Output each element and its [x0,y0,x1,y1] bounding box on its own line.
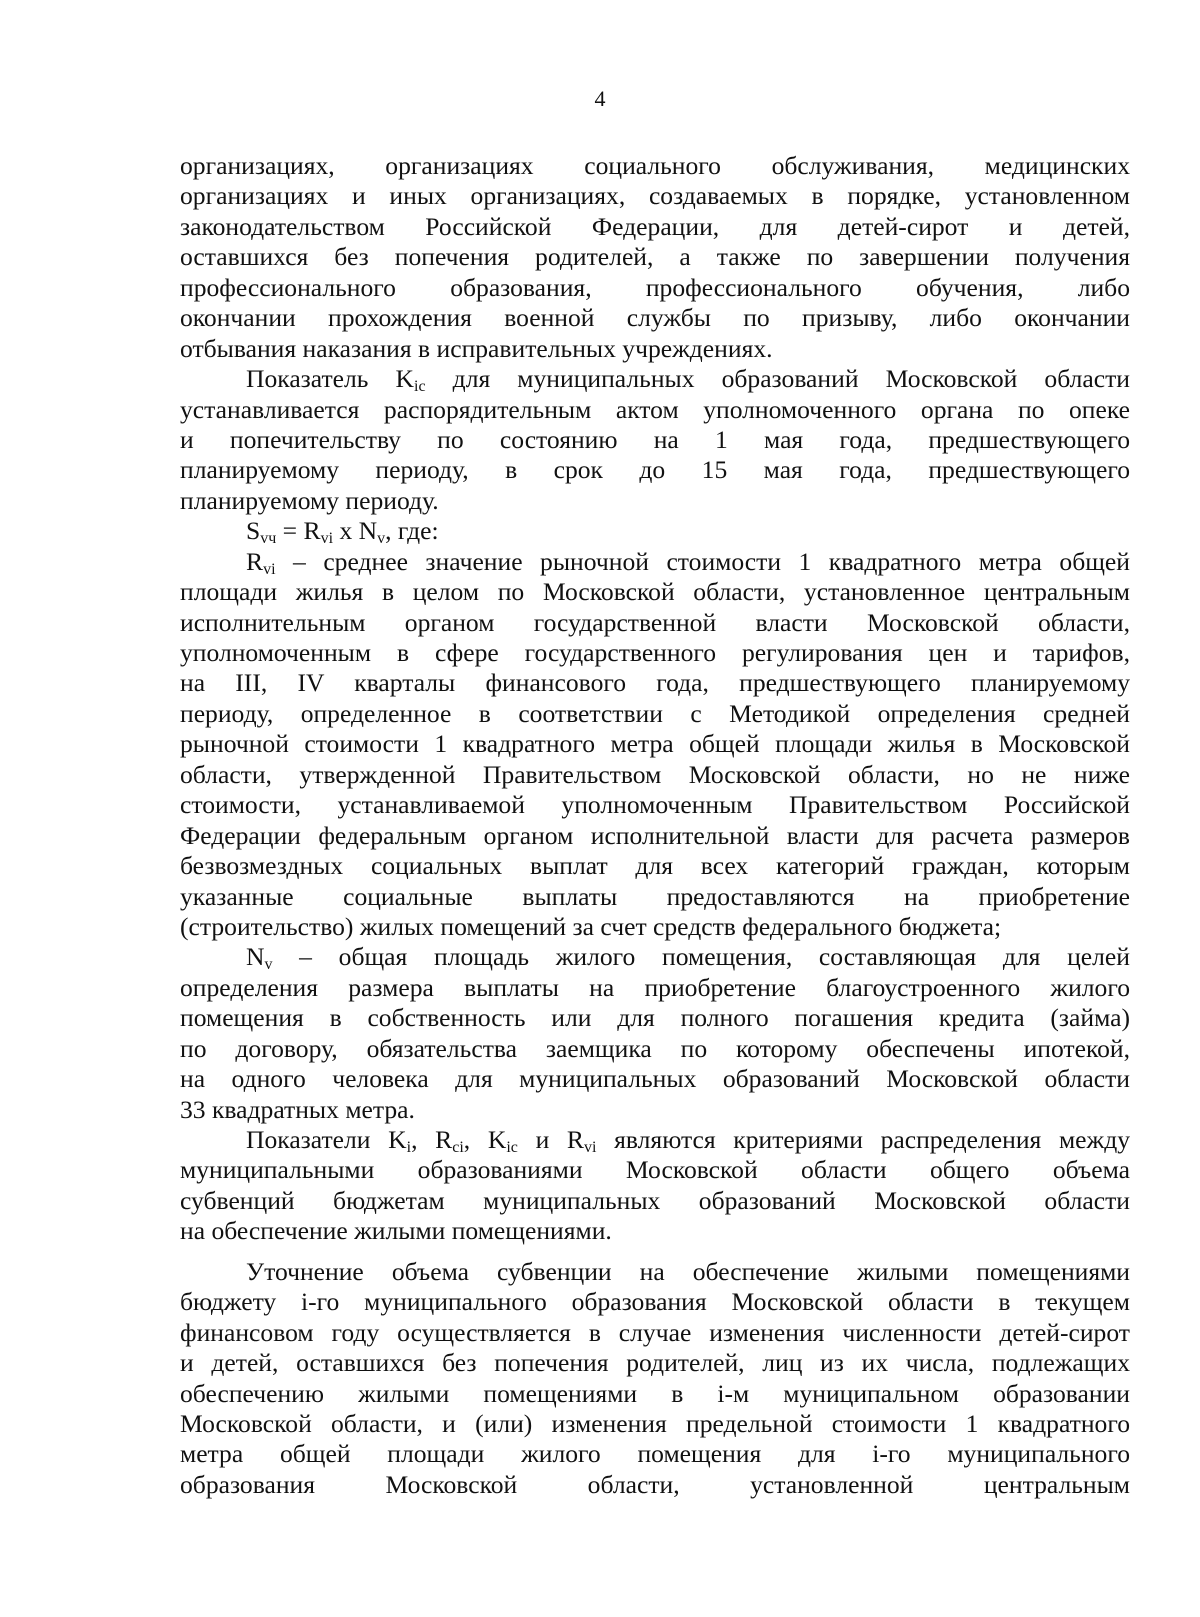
text-line: уполномоченным в сфере государственного регулирования цен и тарифов, [180,638,1130,667]
paragraph [180,516,1130,546]
text-line: периоду, определенное в соответствии с Методикой определения средней [180,698,1130,728]
text-line: на обеспечение жилыми помещениями. [180,1216,612,1246]
text-line: рыночной стоимости 1 квадратного метра общей площади жилья в Московской [180,729,1130,759]
text-line: метра общей площади жилого помещения для i-го муниципального [180,1439,1130,1469]
text-line: Уточнение объема субвенции на обеспечение жилыми помещениями [246,1256,1130,1286]
text-line: Федерации федеральным органом исполнительной власти для расчета размеров [180,820,1130,850]
text-line: Показатели $K_i$, $R_{ci}$, $K_{ic}$ и $R_{vi}$ являются критериями распределения между [246,1125,1130,1156]
text-line: указанные социальные выплаты предоставляются на приобретение [180,881,1130,911]
paragraph [180,1125,1130,1247]
text-line: стоимости, устанавливаемой уполномоченным Правительством Российской [180,790,1130,820]
text-line: планируемому периоду. [180,485,439,515]
text-line: субвенций бюджетам муниципальных образований Московской области [180,1185,1130,1215]
text-line: устанавливается распорядительным актом уполномоченного органа по опеке [180,394,1130,424]
text-line: окончании прохождения военной службы по призыву, либо окончании [180,303,1130,333]
text-line: безвозмездных социальных выплат для всех категорий граждан, которым [180,851,1130,881]
text-line: и попечительству по состоянию на 1 мая года, предшествующего [180,424,1130,454]
text-line: площади жилья в целом по Московской области, установленное центральным [180,577,1130,607]
text-line: муниципальными образованиями Московской области общего объема [180,1155,1130,1185]
paragraph-gap [180,1247,1130,1257]
text-line: оставшихся без попечения родителей, а также по завершении получения [180,242,1130,272]
text-line: обеспечению жилыми помещениями в i-м муниципальном образовании [180,1378,1130,1408]
text-line: организациях и иных организациях, создаваемых в порядке, установленном [180,181,1130,211]
text-line: области, утвержденной Правительством Московской области, но не ниже [180,759,1130,789]
document-body [180,151,1130,1500]
text-line: отбывания наказания в исправительных учреждениях. [180,333,773,363]
text-line: планируемому периоду, в срок до 15 мая года, предшествующего [180,455,1130,485]
text-line: и детей, оставшихся без попечения родителей, лиц из их числа, подлежащих [180,1348,1130,1378]
paragraph [180,364,1130,516]
page-number: 4 [594,86,606,111]
paragraph [180,1257,1130,1501]
paragraph [180,547,1130,943]
text-line: $R_{vi}$ – среднее значение рыночной стоимости 1 квадратного метра общей [246,546,1130,578]
text-line: Показатель $K_{ic}$ для муниципальных образований Московской области [246,364,1130,395]
text-line: определения размера выплаты на приобретение благоустроенного жилого [180,972,1130,1002]
text-line: на III, IV кварталы финансового года, предшествующего планируемому [180,668,1130,698]
text-line: 33 квадратных метра. [180,1094,415,1124]
paragraph [180,942,1130,1125]
paragraph [180,151,1130,364]
text-line: законодательством Российской Федерации, для детей-сирот и детей, [180,211,1130,241]
text-line: образования Московской области, установленной центральным [180,1469,1130,1499]
text-line: на одного человека для муниципальных образований Московской области [180,1064,1130,1094]
text-line: $S_{vч} = R_{vi}$ x $N_v$, где: [246,516,439,547]
text-line: финансовом году осуществляется в случае изменения численности детей-сирот [180,1317,1130,1347]
text-line: по договору, обязательства заемщика по которому обеспечены ипотекой, [180,1033,1130,1063]
text-line: организациях, организациях социального обслуживания, медицинских [180,151,1130,180]
text-line: исполнительным органом государственной власти Московской области, [180,607,1130,637]
text-line: Московской области, и (или) изменения предельной стоимости 1 квадратного [180,1408,1130,1438]
text-line: профессионального образования, профессионального обучения, либо [180,272,1130,302]
text-line: помещения в собственность или для полного погашения кредита (займа) [180,1003,1130,1033]
text-line: бюджету i-го муниципального образования Московской области в текущем [180,1287,1130,1317]
text-line: (строительство) жилых помещений за счет средств федерального бюджета; [180,911,1002,941]
text-line: $N_v$ – общая площадь жилого помещения, составляющая для целей [246,942,1130,973]
